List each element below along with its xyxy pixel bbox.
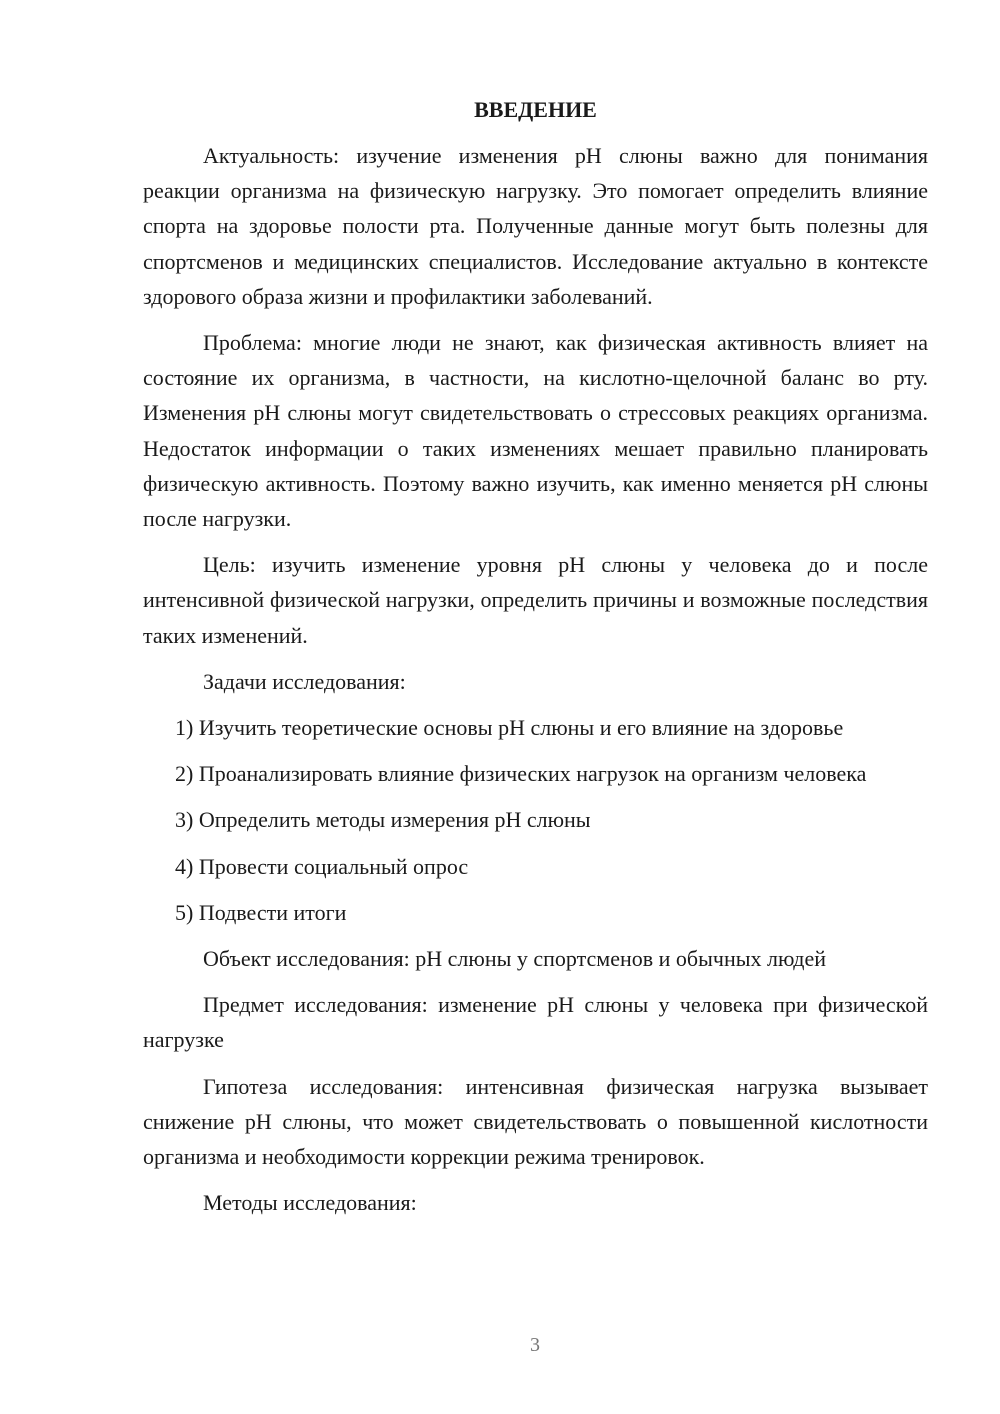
object-paragraph: Объект исследования: рН слюны у спортсменов и обычных людей <box>203 946 827 972</box>
task-item-3: 3) Определить методы измерения рН слюны <box>175 807 591 833</box>
goal-paragraph: Цель: изучить изменение уровня рН слюны у человека до и после интенсивной физической нагрузки, определить причины и возможные последствия таких изменений. <box>143 552 928 648</box>
task-item-4: 4) Провести социальный опрос <box>175 853 469 879</box>
document-page <box>143 92 928 1220</box>
problem-paragraph: Проблема: многие люди не знают, как физическая активность влияет на состояние их организма, в частности, на кислотно-щелочной баланс во рту. Изменения рН слюны могут свидетельствовать о стрессовых реакциях организма. Недостаток информации о таких изменениях мешает правильно планировать физическую активность. Поэтому важно изучить, как именно меняется рН слюны после нагрузки. <box>143 330 928 532</box>
task-item-2: 2) Проанализировать влияние физических нагрузок на организм человека <box>175 761 867 787</box>
hypothesis-paragraph: Гипотеза исследования: интенсивная физическая нагрузка вызывает снижение рН слюны, что может свидетельствовать о повышенной кислотности организма и необходимости коррекции режима тренировок. <box>143 1073 928 1170</box>
task-item-1: 1) Изучить теоретические основы рН слюны и его влияние на здоровье <box>175 715 844 741</box>
relevance-paragraph: Актуальность: изучение изменения рН слюны важно для понимания реакции организма на физическую нагрузку. Это помогает определить влияние спорта на здоровье полости рта. Полученные данные могут быть полезны для спортсменов и медицинских специалистов. Исследование актуально в контексте здорового образа жизни и профилактики заболеваний. <box>143 143 928 309</box>
tasks-title: Задачи исследования: <box>203 668 406 694</box>
methods-title: Методы исследования: <box>203 1190 417 1216</box>
task-item-5: 5) Подвести итоги <box>175 899 347 925</box>
page-number: 3 <box>530 1334 540 1356</box>
subject-paragraph: Предмет исследования: изменение рН слюны у человека при физической нагрузке <box>143 992 928 1053</box>
section-heading: ВВЕДЕНИЕ <box>474 97 597 122</box>
